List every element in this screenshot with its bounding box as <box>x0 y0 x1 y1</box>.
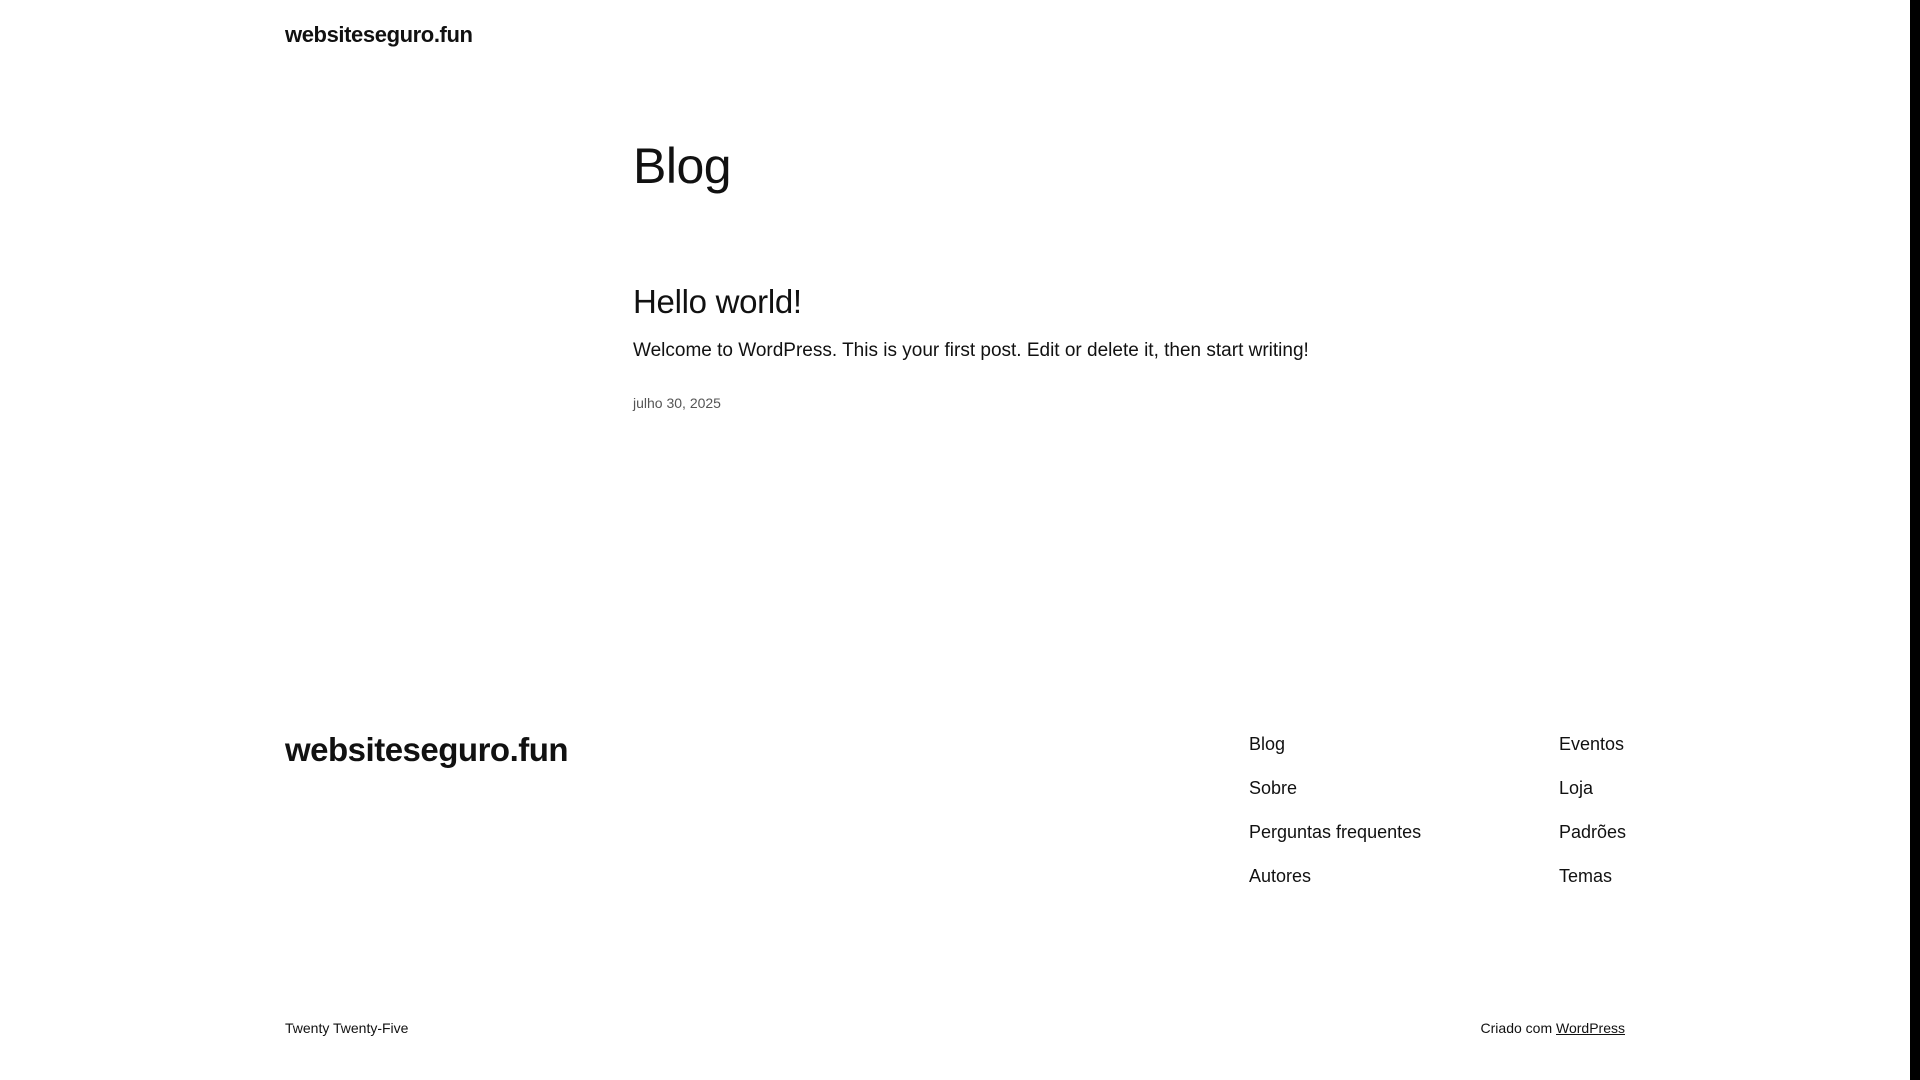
post-title-link[interactable]: Hello world! <box>633 283 802 320</box>
footer-nav-column-2 <box>1559 731 1626 907</box>
footer-nav-item-loja[interactable]: Loja <box>1559 778 1594 798</box>
footer-nav-item-autores[interactable]: Autores <box>1249 866 1312 886</box>
post-date: julho 30, 2025 <box>633 395 721 411</box>
powered-by-prefix: Criado com <box>1480 1020 1553 1036</box>
page-title: Blog <box>633 138 732 194</box>
footer-nav-item-temas[interactable]: Temas <box>1559 866 1613 886</box>
wordpress-link[interactable]: WordPress <box>1556 1020 1625 1036</box>
footer-nav-item-perguntas-frequentes[interactable]: Perguntas frequentes <box>1249 822 1422 842</box>
powered-by <box>1481 1019 1625 1037</box>
footer-nav-item-blog[interactable]: Blog <box>1249 734 1286 754</box>
site-title-link[interactable]: websiteseguro.fun <box>285 22 473 47</box>
theme-credit-link[interactable]: Twenty Twenty-Five <box>285 1020 409 1036</box>
footer-site-title-link[interactable]: websiteseguro.fun <box>285 731 569 768</box>
post-excerpt: Welcome to WordPress. This is your first post. Edit or delete it, then start writing! <box>633 340 1309 361</box>
footer-nav-item-eventos[interactable]: Eventos <box>1559 734 1625 754</box>
footer-nav-item-sobre[interactable]: Sobre <box>1249 778 1298 798</box>
footer-nav-item-padroes[interactable]: Padrões <box>1559 822 1627 842</box>
footer-nav-column-1 <box>1249 731 1421 907</box>
